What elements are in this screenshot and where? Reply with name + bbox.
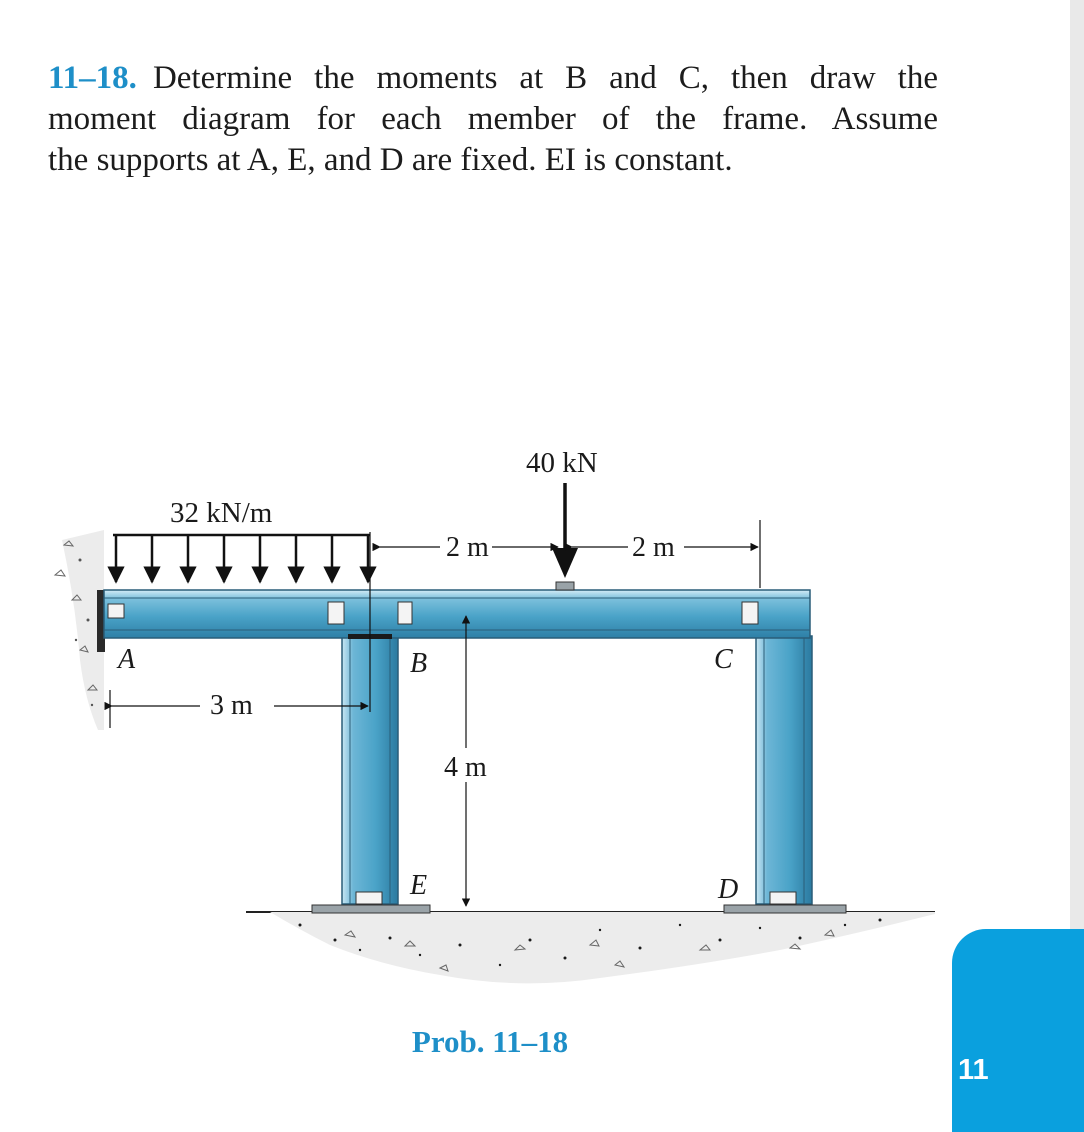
problem-line-2: moment diagram for each member of the frame. Assume [48,101,938,137]
problem-line-1: 11–18. Determine the moments at B and C, then draw the [48,60,938,96]
dim-right-span-label: 2 m [632,532,675,563]
node-c-label: C [714,644,733,675]
node-a-label: A [118,644,136,675]
distributed-load-label: 32 kN/m [170,497,273,529]
dim-mid-span-label: 2 m [446,532,489,563]
dimension-lines [110,520,760,906]
column-cd [724,636,846,913]
chapter-tab [952,929,1084,1132]
dim-height-label: 4 m [444,752,487,783]
node-e-label: E [410,870,428,901]
distributed-load-arrows [113,535,370,582]
node-b-label: B [410,648,428,679]
dim-left-span-label: 3 m [210,690,253,721]
point-load-arrow [552,483,578,578]
beam-abc [104,582,810,639]
point-load-label: 40 kN [526,447,598,479]
figure-caption: Prob. 11–18 [411,1024,569,1059]
chapter-number: 11 [958,1054,989,1086]
node-d-label: D [718,874,739,905]
wall-support-a [55,530,105,730]
problem-line-3: the supports at A, E, and D are fixed. EI is constant. [48,142,733,178]
problem-number: 11–18. [48,60,137,96]
ground [246,912,935,983]
